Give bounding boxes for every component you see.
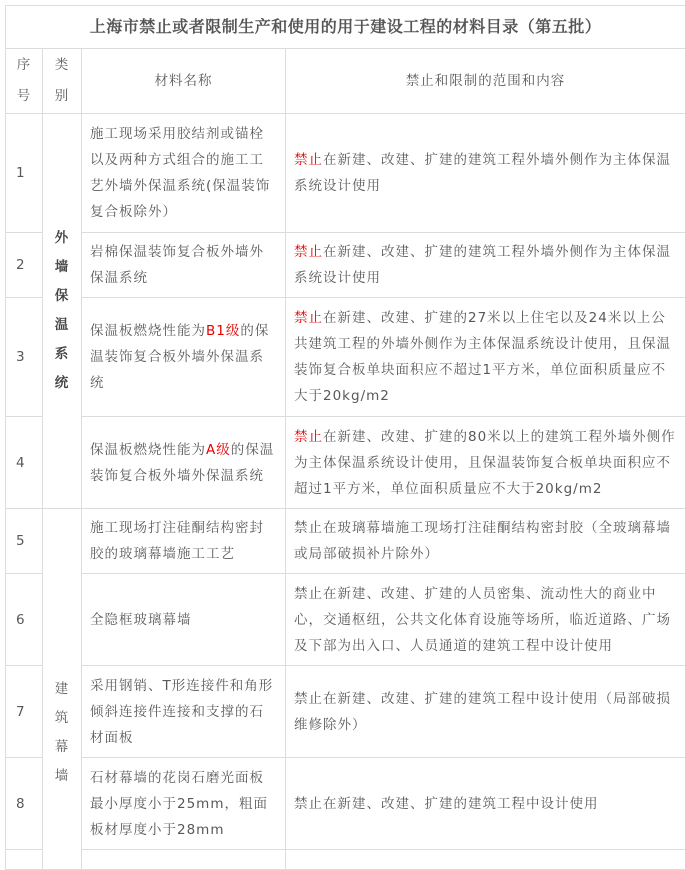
row-name — [82, 298, 286, 417]
materials-table — [5, 5, 685, 870]
header-seq-char: 序 — [14, 50, 34, 81]
row-scope-empty — [286, 850, 685, 870]
row-seq: 3 — [6, 298, 43, 417]
highlight-text: 禁止 — [294, 152, 323, 168]
row-scope: 禁止在新建、改建、扩建的建筑工程中设计使用 — [286, 758, 685, 850]
row-name: 全隐框玻璃幕墙 — [82, 574, 286, 666]
name-text: 的保温装饰复合板外墙外保温系统 — [90, 442, 274, 484]
row-name: 施工现场采用胶结剂或锚栓以及两种方式组合的施工工艺外墙外保温系统(保温装饰复合板除外） — [82, 114, 286, 233]
header-seq — [6, 49, 43, 114]
name-text: 保温板燃烧性能为 — [90, 323, 206, 339]
row-scope — [286, 298, 685, 417]
table-row — [6, 574, 685, 666]
header-name: 材料名称 — [82, 49, 286, 114]
category-char: 外 — [43, 224, 81, 253]
category-char: 幕 — [43, 733, 81, 762]
row-seq-empty — [6, 850, 43, 870]
category-cell — [43, 509, 82, 870]
category-char: 墙 — [43, 762, 81, 791]
row-seq: 8 — [6, 758, 43, 850]
category-char: 系 — [43, 340, 81, 369]
row-seq: 2 — [6, 233, 43, 298]
category-cell — [43, 114, 82, 509]
category-char: 温 — [43, 311, 81, 340]
table-row — [6, 417, 685, 509]
highlight-text: B1级 — [206, 323, 240, 339]
table-row — [6, 233, 685, 298]
row-scope — [286, 417, 685, 509]
highlight-text: 禁止 — [294, 244, 323, 260]
name-text: 的保温装饰复合板外墙外保温系统 — [90, 323, 269, 391]
row-name-empty — [82, 850, 286, 870]
category-char: 建 — [43, 675, 81, 704]
scope-text: 在新建、改建、扩建的建筑工程外墙外侧作为主体保温系统设计使用 — [294, 152, 671, 194]
scope-text: 在新建、改建、扩建的27米以上住宅以及24米以上公共建筑工程的外墙外侧作为主体保温系统设计使用，且保温装饰复合板单块面积应不超过1平方米，单位面积质量应不大于20kg/m2 — [294, 310, 671, 404]
category-char: 筑 — [43, 704, 81, 733]
row-name — [82, 417, 286, 509]
scope-text: 在新建、改建、扩建的建筑工程外墙外侧作为主体保温系统设计使用 — [294, 244, 671, 286]
highlight-text: 禁止 — [294, 429, 323, 445]
row-name: 岩棉保温装饰复合板外墙外保温系统 — [82, 233, 286, 298]
table-row — [6, 114, 685, 233]
row-scope: 禁止在玻璃幕墙施工现场打注硅酮结构密封胶（全玻璃幕墙或局部破损补片除外） — [286, 509, 685, 574]
row-name: 石材幕墙的花岗石磨光面板最小厚度小于25mm，粗面板材厚度小于28mm — [82, 758, 286, 850]
row-seq: 4 — [6, 417, 43, 509]
row-scope: 禁止在新建、改建、扩建的人员密集、流动性大的商业中心，交通枢纽，公共文化体育设施等场所，临近道路、广场及下部为出入口、人员通道的建筑工程中设计使用 — [286, 574, 685, 666]
table-row — [6, 298, 685, 417]
header-category-char: 别 — [51, 81, 73, 112]
row-seq: 5 — [6, 509, 43, 574]
table-title: 上海市禁止或者限制生产和使用的用于建设工程的材料目录（第五批） — [6, 6, 685, 49]
row-scope — [286, 233, 685, 298]
row-seq: 7 — [6, 666, 43, 758]
name-text: 保温板燃烧性能为 — [90, 442, 206, 458]
table-row — [6, 666, 685, 758]
row-scope — [286, 114, 685, 233]
row-seq: 6 — [6, 574, 43, 666]
highlight-text: 禁止 — [294, 310, 323, 326]
row-name: 采用钢销、T形连接件和角形倾斜连接件连接和支撑的石材面板 — [82, 666, 286, 758]
header-category — [43, 49, 82, 114]
header-scope: 禁止和限制的范围和内容 — [286, 49, 685, 114]
title-row — [6, 6, 685, 49]
highlight-text: A级 — [206, 442, 231, 458]
table-row-partial — [6, 850, 685, 870]
category-char: 保 — [43, 282, 81, 311]
row-name: 施工现场打注硅酮结构密封胶的玻璃幕墙施工工艺 — [82, 509, 286, 574]
table-row — [6, 758, 685, 850]
header-seq-char: 号 — [14, 81, 34, 112]
row-seq: 1 — [6, 114, 43, 233]
category-char: 墙 — [43, 253, 81, 282]
header-row — [6, 49, 685, 114]
scope-text: 在新建、改建、扩建的80米以上的建筑工程外墙外侧作为主体保温系统设计使用，且保温装饰复合板单块面积应不超过1平方米，单位面积质量应不大于20kg/m2 — [294, 429, 676, 497]
header-category-char: 类 — [51, 50, 73, 81]
row-scope: 禁止在新建、改建、扩建的建筑工程中设计使用（局部破损维修除外） — [286, 666, 685, 758]
table-row — [6, 509, 685, 574]
category-char: 统 — [43, 369, 81, 398]
